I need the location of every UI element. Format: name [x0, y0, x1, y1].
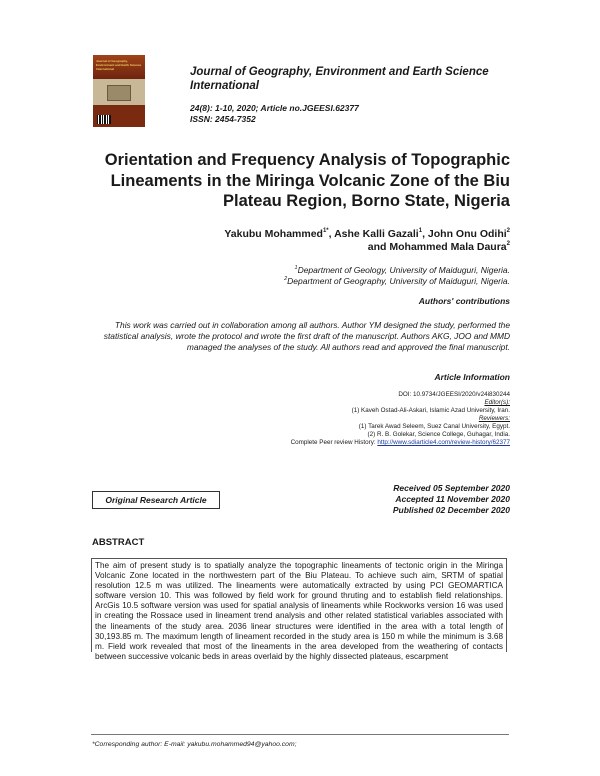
reviewers-label: Reviewers:	[478, 415, 510, 422]
journal-cover-thumbnail	[93, 55, 145, 127]
article-info-block	[190, 391, 510, 447]
abstract-text: The aim of present study is to spatially analyze the topographic lineaments of tectonic origin in the Miringa Volcanic Zone located in the northwestern part of the Biu Plateau. To achieve such aim, SRTM of spatial resolution 12.5 m was utilized. The lineaments were automatically extracted by using PCI GEOMARTICA software version 10. This was followed by field work for ground thruting and to establish field relationships. ArcGis 10.5 software version was used for spatial analysis of lineaments while Rockworks version 16 was used in creating the Rossace used in lineament trend analysis and other related statistical variables associated with the lineaments of the study area. 2036 linear structures were identified in the area with a total length of 30,193.85 m. The maximum length of lineament recorded in the study area is 150 m while the minimum is 3.68 m. Field work revealed that most of the lineaments in the area developed from the weathering of contacts between successive volcanic beds in areas overlaid by the highly dissected plateaus, escarpment	[91, 558, 507, 652]
author-list: Yakubu Mohammed$^{1*}$, Ashe Kalli Gazali$^1$, John Onu Odihi$^2$ and Mohammed Mala Daura$^2$	[224, 228, 510, 253]
journal-name: Journal of Geography, Environment and Earth Science International	[190, 66, 489, 92]
reviewer-entry: (2) R. B. Golekar, Science College, Guhagar, India.	[367, 431, 510, 438]
corresponding-author-footnote: *Corresponding author: E-mail: yakubu.mohammed94@yahoo.com;	[92, 741, 297, 748]
abstract-heading: ABSTRACT	[92, 537, 145, 548]
reviewer-entry: (1) Tarek Awad Seleem, Suez Canal University, Egypt.	[358, 423, 510, 430]
article-info-heading: Article Information	[434, 372, 510, 382]
accepted-date: Accepted 11 November 2020	[395, 494, 510, 504]
review-history-label: Complete Peer review History:	[290, 439, 378, 446]
journal-issue-block	[190, 103, 359, 125]
author-affil-mark: 1	[418, 228, 423, 234]
author-affil-mark: 2	[506, 241, 510, 247]
author-name: John Onu Odihi	[427, 228, 507, 240]
affiliation: $^1$Department of Geology, University of Maiduguri, Nigeria.	[294, 265, 510, 275]
affiliation: $^2$Department of Geography, University of Maiduguri, Nigeria.	[284, 276, 510, 286]
journal-issn: ISSN: 2454-7352	[190, 114, 256, 124]
review-history-link[interactable]: http://www.sdiarticle4.com/review-history/62377	[377, 439, 510, 446]
cover-title: Journal of Geography, Environment and Earth Science International	[96, 59, 142, 71]
received-date: Received 05 September 2020	[393, 483, 510, 493]
published-date: Published 02 December 2020	[392, 505, 510, 515]
cover-barcode-icon	[97, 115, 111, 124]
footnote-divider	[91, 734, 509, 735]
author-affil-mark: 2	[506, 228, 510, 234]
affiliations	[190, 265, 510, 287]
paper-title: Orientation and Frequency Analysis of Topographic Lineaments in the Miringa Volcanic Zone of the Biu Plateau Region, Borno State, Nigeria	[104, 151, 510, 210]
author-name: and Mohammed Mala Daura	[367, 241, 507, 253]
cover-picture	[107, 85, 131, 101]
journal-issue: 24(8): 1-10, 2020; Article no.JGEESI.62377	[190, 103, 359, 113]
author-affil-mark: 1*	[322, 228, 329, 234]
author-name: Ashe Kalli Gazali	[334, 228, 419, 240]
publication-dates	[300, 483, 510, 516]
contributions-text: This work was carried out in collaboration among all authors. Author YM designed the study, performed the statistical analysis, wrote the protocol and wrote the first draft of the manuscript. Authors AKG, JOO and MMD managed the analyses of the study. All authors read and approved the final manuscript.	[103, 320, 510, 352]
contributions-heading: Authors' contributions	[418, 296, 510, 306]
article-type-badge: Original Research Article	[92, 491, 220, 509]
author-name: Yakubu Mohammed	[224, 228, 323, 240]
editor-entry: (1) Kaveh Ostad-Ali-Askari, Islamic Azad University, Iran.	[351, 407, 510, 414]
editors-label: Editor(s):	[484, 399, 510, 406]
doi: DOI: 10.9734/JGEESI/2020/v24i830244	[398, 391, 510, 398]
